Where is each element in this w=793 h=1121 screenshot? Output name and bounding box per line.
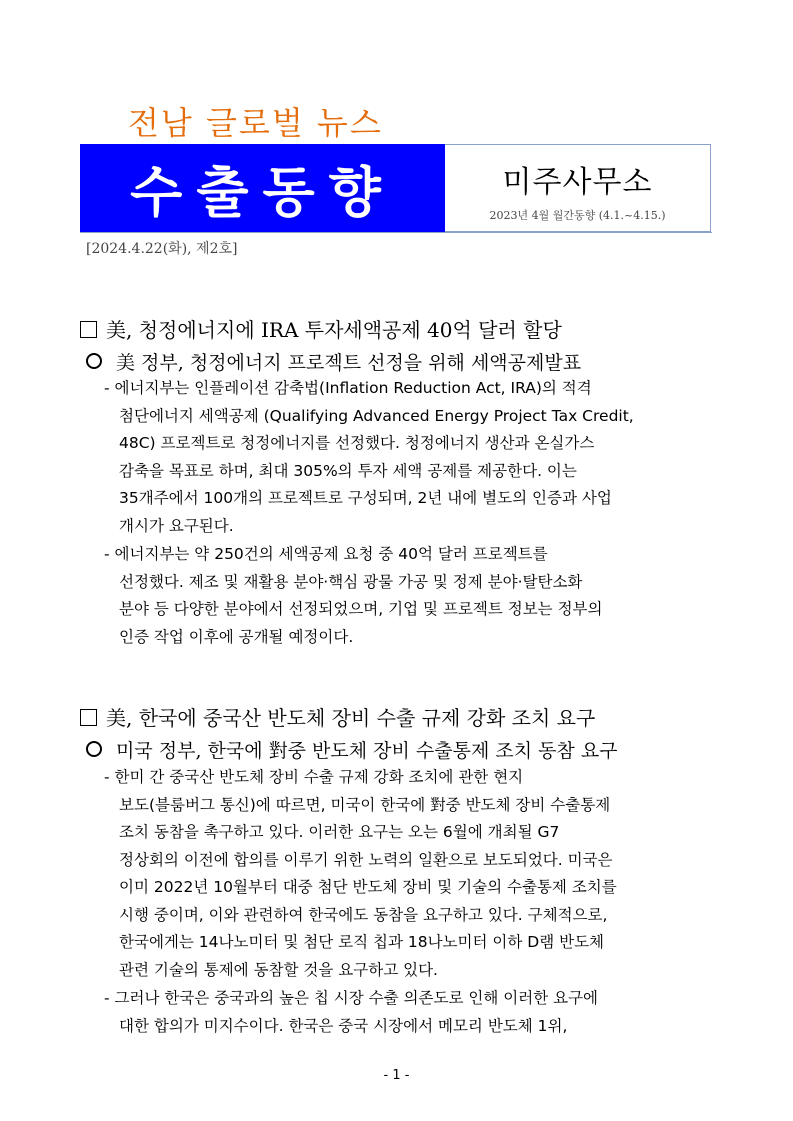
paragraph-line: - 한미 간 중국산 반도체 장비 수출 규제 강화 조치에 관한 현지 xyxy=(104,768,524,786)
paragraph-line: 정상회의 이전에 합의를 이루기 위한 노력의 일환으로 보도되었다. 미국은 xyxy=(119,850,613,869)
paragraph-line: - 에너지부는 약 250건의 세액공제 요청 중 40억 달러 프로젝트를 xyxy=(104,545,548,563)
bullet-paragraph xyxy=(104,764,729,984)
paragraph-line: 선정했다. 제조 및 재활용 분야·핵심 광물 가공 및 정제 분야·탈탄소화 xyxy=(119,572,583,591)
paragraph-line: 인증 작업 이후에 공개될 예정이다. xyxy=(119,627,354,646)
bullet-paragraph xyxy=(104,541,729,651)
bullet-paragraph xyxy=(104,985,729,1040)
office-box xyxy=(445,144,711,232)
title-banner xyxy=(80,144,445,232)
circle-bullet-icon xyxy=(86,741,102,757)
banner-title: 수출동향 xyxy=(130,160,395,224)
paragraph-line: 48C) 프로젝트로 청정에너지를 선정했다. 청정에너지 생산과 온실가스 xyxy=(119,434,595,452)
circle-bullet-icon xyxy=(86,353,102,369)
paragraph-line: 대한 합의가 미지수이다. 한국은 중국 시장에서 메모리 반도체 1위, xyxy=(119,1016,568,1035)
section-subheading: 美 정부, 청정에너지 프로젝트 선정을 위해 세액공제발표 xyxy=(86,348,581,375)
paragraph-line: 이미 2022년 10월부터 대중 첨단 반도체 장비 및 기술의 수출통제 조치를 xyxy=(119,878,617,896)
paragraph-line: 분야 등 다양한 분야에서 선정되었으며, 기업 및 프로젝트 정보는 정부의 xyxy=(119,600,603,618)
bullet-paragraph xyxy=(104,375,729,540)
report-period: 2023년 4월 월간동향 (4.1.~4.15.) xyxy=(489,209,666,222)
square-bullet-icon xyxy=(80,321,97,338)
office-name: 미주사무소 xyxy=(502,165,653,200)
paragraph-line: 관련 기술의 통제에 동참할 것을 요구하고 있다. xyxy=(119,960,438,979)
paragraph-line: 조치 동참을 촉구하고 있다. 이러한 요구는 오는 6월에 개최될 G7 xyxy=(119,823,560,841)
issue-date: [2024.4.22(화), 제2호] xyxy=(86,241,238,257)
paragraph-line: 보도(블룸버그 통신)에 따르면, 미국이 한국에 對중 반도체 장비 수출통제 xyxy=(119,795,611,814)
paragraph-line: 한국에게는 14나노미터 및 첨단 로직 칩과 18나노미터 이하 D램 반도체 xyxy=(119,933,605,951)
section-heading: 美, 청정에너지에 IRA 투자세액공제 40억 달러 할당 xyxy=(80,314,562,343)
paragraph-line: - 에너지부는 인플레이션 감축법(Inflation Reduction Act, IRA)의 적격 xyxy=(104,379,592,397)
page-number: - 1 - xyxy=(383,1068,410,1083)
paragraph-line: - 그러나 한국은 중국과의 높은 칩 시장 수출 의존도로 인해 이러한 요구에 xyxy=(104,989,599,1007)
section-heading: 美, 한국에 중국산 반도체 장비 수출 규제 강화 조치 요구 xyxy=(80,702,595,731)
section-subheading: 미국 정부, 한국에 對중 반도체 장비 수출통제 조치 동참 요구 xyxy=(86,736,618,763)
paragraph-line: 개시가 요구된다. xyxy=(119,516,234,535)
paragraph-line: 35개주에서 100개의 프로젝트로 구성되며, 2년 내에 별도의 인증과 사업 xyxy=(119,489,612,507)
paragraph-line: 시행 중이며, 이와 관련하여 한국에도 동참을 요구하고 있다. 구체적으로, xyxy=(119,905,608,924)
square-bullet-icon xyxy=(80,709,97,726)
newsletter-brand: 전남 글로벌 뉴스 xyxy=(128,104,383,142)
header-divider xyxy=(80,232,712,233)
paragraph-line: 감축을 목표로 하며, 최대 305%의 투자 세액 공제를 제공한다. 이는 xyxy=(119,461,577,480)
paragraph-line: 첨단에너지 세액공제 (Qualifying Advanced Energy Project Tax Credit, xyxy=(119,406,634,425)
